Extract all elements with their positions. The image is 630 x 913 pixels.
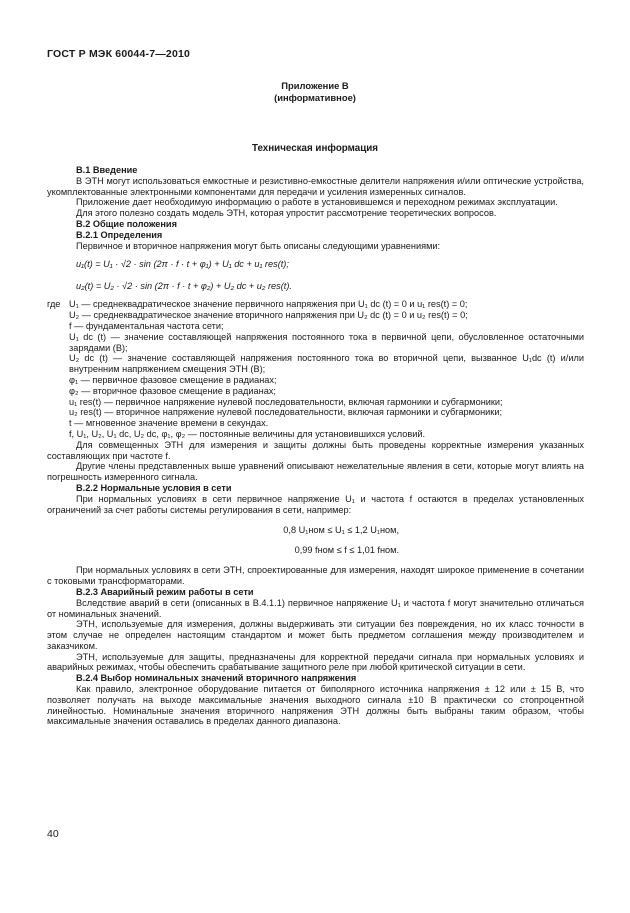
page-title: Техническая информация	[251, 143, 378, 154]
definition-item: f — фундаментальная частота сети;	[69, 320, 224, 331]
annex-title: Приложение В	[281, 80, 349, 91]
definitions-list	[69, 299, 584, 439]
definitions-block	[47, 299, 584, 439]
definition-item: u₂ res(t) — вторичное напряжение нулевой последовательности, включая гармоники и субгармоники;	[69, 407, 502, 418]
annex-subtitle: (информативное)	[274, 92, 356, 103]
equation-1: u₁(t) = U₁ · √2 · sin (2π · f · t + φ₁) + U₁ dc + u₁ res(t);	[76, 259, 289, 270]
paragraph: Как правило, электронное оборудование питается от биполярного источника напряжения ± 12 или ± 15 В, что позволяет получать на выходе максимальные значения выходного сигнала ±10 В практически со стопроцентной линейностью. Номинальные значения вторичного напряжения ЭТН должны быть выбраны таким образом, чтобы максимальные значения оставались в пределах данного диапазона.	[47, 684, 584, 727]
paragraph: Приложение дает необходимую информацию о работе в установившемся и переходном режимах эксплуатации.	[76, 197, 558, 208]
inequality-2: 0,99 fном ≤ f ≤ 1,01 fном.	[294, 545, 399, 556]
definition-item: φ₂ — вторичное фазовое смещение в радианах;	[69, 385, 276, 396]
paragraph: При нормальных условиях в сети первичное напряжение U₁ и частота f остаются в пределах установленных ограничений за счет работы системы регулирования в сети, например:	[47, 493, 584, 515]
inequalities	[47, 523, 584, 557]
paragraph: Первичное и вторичное напряжения могут быть описаны следующими уравнениями:	[76, 240, 441, 251]
definition-item: u₁ res(t) — первичное напряжение нулевой последовательности, включая гармоники и субгармоники;	[69, 396, 503, 407]
inequality-1: 0,8 U₁ном ≤ U₁ ≤ 1,2 U₁ном,	[283, 525, 399, 536]
annex-heading	[0, 80, 630, 104]
paragraph: В ЭТН могут использоваться емкостные и резистивно-емкостные делители напряжения и/или оптические устройства, укомплектованные электронными компонентами для передачи и усиления измеренных сигналов.	[47, 175, 584, 197]
where-label: где	[47, 299, 61, 310]
section-heading-b24: В.2.4 Выбор номинальных значений вторичного напряжения	[76, 673, 357, 684]
page-number: 40	[47, 828, 59, 840]
definition-item: t — мгновенное значение времени в секундах.	[69, 418, 269, 429]
section-heading-b2: В.2 Общие положения	[76, 218, 177, 229]
section-heading-b22: В.2.2 Нормальные условия в сети	[76, 482, 232, 493]
paragraph: ЭТН, используемые для защиты, предназначены для корректной передачи сигнала при нормальных условиях и аварийных режимах, чтобы обеспечить срабатывание защитного реле при любой критической ситуации в сети.	[47, 651, 584, 673]
paragraph: Вследствие аварий в сети (описанных в В.4.1.1) первичное напряжение U₁ и частота f могут значительно отличаться от номинальных значений.	[47, 597, 584, 619]
definition-item: U₁ — среднеквадратическое значение первичного напряжения при U₁ dc (t) = 0 и u₁ res(t) = 0;	[69, 299, 468, 310]
paragraph: Для совмещенных ЭТН для измерения и защиты должны быть проведены корректные измерения указанных составляющих при частоте f.	[47, 439, 584, 461]
equation-2: u₂(t) = U₂ · √2 · sin (2π · f · t + φ₂) + U₂ dc + u₂ res(t).	[76, 281, 292, 292]
equations	[47, 258, 584, 292]
section-heading-b23: В.2.3 Аварийный режим работы в сети	[76, 586, 254, 597]
document-body	[47, 165, 584, 727]
definition-item: U₂ dc (t) — значение составляющей напряжения постоянного тока во вторичной цепи, вызванное U₁dc (t) и/или внутренним напряжением смещения ЭТН (В);	[69, 353, 584, 375]
section-heading-b21: В.2.1 Определения	[76, 229, 163, 240]
definition-item: U₂ — среднеквадратическое значение вторичного напряжения при U₂ dc (t) = 0 и u₂ res(t) = 0;	[69, 310, 468, 321]
paragraph: ЭТН, используемые для измерения, должны выдерживать эти ситуации без повреждения, но их класс точности в этом случае не определен настоящим стандартом и может быть предметом соглашения между производителем и заказчиком.	[47, 619, 584, 651]
paragraph: При нормальных условиях в сети ЭТН, спроектированные для измерения, находят широкое применение в сочетании с токовыми трансформаторами.	[47, 565, 584, 587]
definition-item: φ₁ — первичное фазовое смещение в радианах;	[69, 374, 277, 385]
paragraph: Другие члены представленных выше уравнений описывают нежелательные явления в сети, которые могут влиять на погрешность измеренного сигнала.	[47, 461, 584, 483]
document-header: ГОСТ Р МЭК 60044-7—2010	[47, 48, 191, 60]
definition-item: f, U₁, U₂, U₁ dc, U₂ dc, φ₁, φ₂ — постоянные величины для установившихся условий.	[69, 428, 426, 439]
section-heading-b1: В.1 Введение	[76, 165, 138, 175]
definition-item: U₁ dc (t) — значение составляющей напряжения постоянного тока в первичной цепи, обусловленное остаточными зарядами (В);	[69, 331, 584, 353]
paragraph: Для этого полезно создать модель ЭТН, которая упростит рассмотрение теоретических вопросов.	[76, 208, 497, 219]
